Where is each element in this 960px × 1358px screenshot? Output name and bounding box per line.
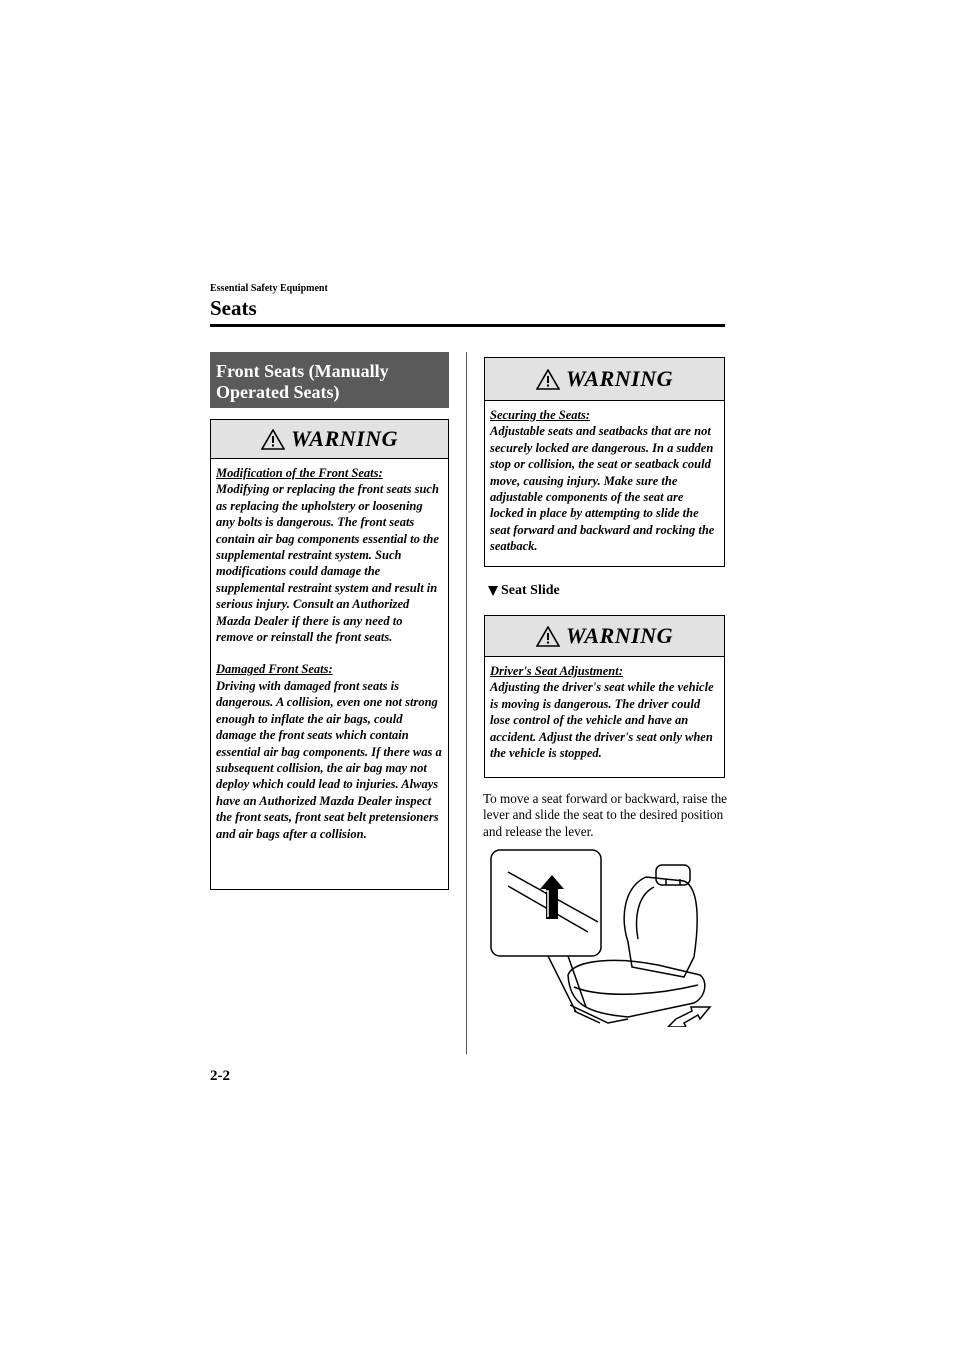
warning-body xyxy=(485,657,724,767)
warning-triangle-icon xyxy=(261,429,285,450)
warning-item-title: Modification of the Front Seats: xyxy=(216,466,383,480)
warning-box-front-seats xyxy=(210,419,449,890)
warning-header xyxy=(211,420,448,459)
warning-box-securing-seats xyxy=(484,357,725,567)
page-number: 2-2 xyxy=(210,1068,230,1084)
warning-item-title: Securing the Seats: xyxy=(490,408,591,422)
warning-item-title: Damaged Front Seats: xyxy=(216,662,333,677)
warning-label: WARNING xyxy=(565,623,673,648)
body-paragraph: To move a seat forward or backward, raise the lever and slide the seat to the desired position and release the lever. xyxy=(483,791,728,839)
warning-item-text: Modifying or replacing the front seats such as replacing the upholstery or loosening any bolts is dangerous. The front seats contain air bag components essential to the supplemental restraint system. Such modifications could damage the supplemental restraint system and result in serious injury. Consult an Authorized Mazda Dealer if there is any need to remove or reinstall the front seats. xyxy=(216,482,439,645)
warning-body xyxy=(485,401,724,561)
title-rule xyxy=(210,324,725,327)
warning-item-title: Driver's Seat Adjustment: xyxy=(490,664,623,678)
warning-label: WARNING xyxy=(290,426,398,451)
section-banner: Front Seats (Manually Operated Seats) xyxy=(210,352,449,408)
section-label: Essential Safety Equipment xyxy=(210,283,328,294)
warning-triangle-icon xyxy=(536,626,560,647)
warning-header xyxy=(485,616,724,657)
warning-box-driver-seat xyxy=(484,615,725,778)
slide-double-arrow-icon xyxy=(668,1007,710,1027)
warning-body xyxy=(211,459,448,848)
warning-item-text: Adjusting the driver's seat while the vehicle is moving is dangerous. The driver could lose control of the vehicle and have an accident. Adjust the driver's seat only when the vehicle is stopped. xyxy=(490,680,714,761)
subheading-text: Seat Slide xyxy=(501,583,560,598)
triangle-bullet-icon xyxy=(488,586,498,596)
warning-triangle-icon xyxy=(536,369,560,390)
subheading-seat-slide xyxy=(488,583,560,599)
warning-item-text: Driving with damaged front seats is dangerous. A collision, even one not strong enough to inflate the air bags, could damage the front seats which contain essential air bag components. If there was a subsequent collision, the air bag may not deploy which could lead to injuries. Always have an Authorized Mazda Dealer inspect the front seats, front seat belt pretensioners and air bags after a collision. xyxy=(216,678,442,841)
warning-header xyxy=(485,358,724,401)
warning-item-text: Adjustable seats and seatbacks that are not securely locked are dangerous. In a sudden stop or collision, the seat or seatback could move, causing injury. Make sure the adjustable components of the seat are locked in place by attempting to slide the seat forward and backward and rocking the seatback. xyxy=(490,424,715,554)
warning-label: WARNING xyxy=(565,366,673,391)
seat-slide-illustration xyxy=(488,847,728,1027)
column-divider xyxy=(466,352,467,1054)
page-title: Seats xyxy=(210,296,257,320)
up-arrow-icon xyxy=(540,875,564,919)
